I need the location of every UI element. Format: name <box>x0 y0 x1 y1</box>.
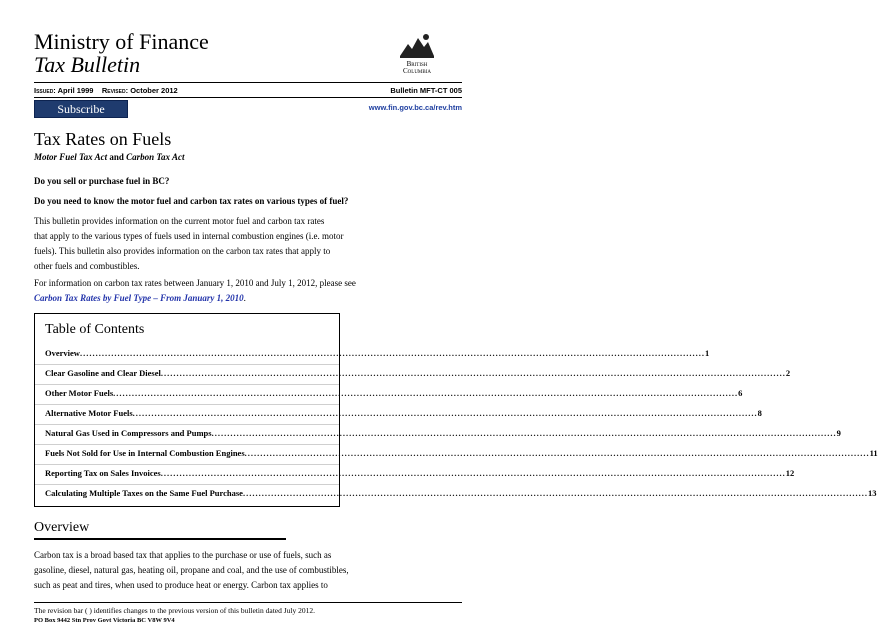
toc-separator <box>35 384 339 385</box>
header-rule <box>34 82 462 83</box>
toc-separator <box>35 444 339 445</box>
toc-item[interactable] <box>45 348 710 358</box>
toc-item-label: Reporting Tax on Sales Invoices <box>45 468 161 478</box>
toc-item-page: 12 <box>785 468 795 478</box>
act-carbon-tax: Carbon Tax Act <box>126 152 185 162</box>
p1-line: that apply to the various types of fuels used in internal combustion engines (i.e. motor <box>34 231 344 241</box>
toc-leader-dots: ........................................................................................................................................................................................................ <box>160 468 786 478</box>
overview-heading: Overview <box>34 520 90 535</box>
bc-logo <box>396 30 438 78</box>
p2-end: . <box>243 293 246 303</box>
overview-line: such as peat and tires, when used to produce heat or energy. Carbon tax applies to <box>34 580 328 590</box>
meta-rule <box>34 97 462 98</box>
toc-item-label: Calculating Multiple Taxes on the Same Fuel Purchase <box>45 488 243 498</box>
p2-line: For information on carbon tax rates between January 1, 2010 and July 1, 2012, please see <box>34 278 356 288</box>
question-2: Do you need to know the motor fuel and carbon tax rates on various types of fuel? <box>34 196 349 206</box>
carbon-tax-rates-link[interactable]: Carbon Tax Rates by Fuel Type – From January 1, 2010 <box>34 293 244 303</box>
issued-label: Issued: <box>34 86 56 95</box>
table-of-contents <box>34 313 878 507</box>
toc-leader-dots: ........................................................................................................................................................................................................ <box>160 368 786 378</box>
toc-item[interactable] <box>45 428 841 438</box>
bulletin-title: Tax Bulletin <box>34 52 141 77</box>
toc-item[interactable] <box>45 488 877 498</box>
toc-item-page: 2 <box>785 368 791 378</box>
footer-rule <box>34 602 462 603</box>
toc-item[interactable] <box>45 388 743 398</box>
toc-leader-dots: ........................................................................................................................................................................................................ <box>242 488 868 498</box>
toc-title: Table of Contents <box>45 322 145 337</box>
toc-item[interactable] <box>45 408 762 418</box>
toc-item-page: 8 <box>757 408 762 418</box>
toc-leader-dots: ........................................................................................................................................................................................................ <box>79 348 705 358</box>
toc-leader-dots: ........................................................................................................................................................................................................ <box>244 448 870 458</box>
p1-line: This bulletin provides information on the current motor fuel and carbon tax rates <box>34 216 325 226</box>
subscribe-button[interactable]: Subscribe <box>34 100 128 118</box>
toc-item-label: Clear Gasoline and Clear Diesel <box>45 368 161 378</box>
overview-line: Carbon tax is a broad based tax that applies to the purchase or use of fuels, such as <box>34 550 332 560</box>
question-1: Do you sell or purchase fuel in BC? <box>34 176 170 186</box>
toc-item-page: 9 <box>836 428 841 438</box>
toc-item[interactable] <box>45 448 878 458</box>
acts-subtitle <box>34 152 184 162</box>
toc-separator <box>35 484 339 485</box>
revision-note: The revision bar ( ) identifies changes to the previous version of this bulletin dated July 2012. <box>34 606 315 615</box>
toc-item-page: 6 <box>738 388 743 398</box>
mailing-address: PO Box 9442 Stn Prov Govt Victoria BC V8W 9V4 <box>34 617 175 624</box>
intro-paragraph-2 <box>34 276 462 306</box>
logo-text-line1: British <box>406 60 428 68</box>
toc-separator <box>35 464 339 465</box>
toc-item-label: Natural Gas Used in Compressors and Pumps <box>45 428 212 438</box>
toc-separator <box>35 424 339 425</box>
toc-item-label: Fuels Not Sold for Use in Internal Combustion Engines <box>45 448 245 458</box>
logo-text-line2: Columbia <box>402 67 431 75</box>
issue-dates <box>34 86 178 95</box>
toc-item-page: 1 <box>704 348 710 358</box>
ministry-title: Ministry of Finance <box>34 29 209 54</box>
toc-separator <box>35 364 339 365</box>
bc-crest-icon <box>396 30 438 60</box>
toc-leader-dots: ........................................................................................................................................................................................................ <box>113 388 739 398</box>
issued-date: April 1999 <box>57 86 94 95</box>
toc-item-label: Overview <box>45 348 80 358</box>
intro-paragraph-1 <box>34 214 462 274</box>
acts-and: and <box>109 152 124 162</box>
revised-date: October 2012 <box>130 86 178 95</box>
toc-item-label: Other Motor Fuels <box>45 388 114 398</box>
toc-item-page: 11 <box>869 448 878 458</box>
toc-item-label: Alternative Motor Fuels <box>45 408 133 418</box>
overview-line: gasoline, diesel, natural gas, heating oil, propane and coal, and the use of combustibles, <box>34 565 349 575</box>
act-motor-fuel: Motor Fuel Tax Act <box>34 152 108 162</box>
toc-separator <box>35 404 339 405</box>
p2-link-line <box>34 291 462 306</box>
toc-item[interactable] <box>45 368 791 378</box>
p1-line: other fuels and combustibles. <box>34 261 140 271</box>
toc-leader-dots: ........................................................................................................................................................................................................ <box>132 408 758 418</box>
overview-rule <box>34 538 286 540</box>
revised-label: Revised: <box>101 86 129 95</box>
overview-paragraph <box>34 548 462 593</box>
toc-item[interactable] <box>45 468 795 478</box>
website-link[interactable]: www.fin.gov.bc.ca/rev.htm <box>368 103 462 112</box>
p1-line: fuels). This bulletin also provides information on the carbon tax rates that apply to <box>34 246 331 256</box>
page-title: Tax Rates on Fuels <box>34 129 172 149</box>
toc-leader-dots: ........................................................................................................................................................................................................ <box>211 428 837 438</box>
bulletin-number: Bulletin MFT-CT 005 <box>390 86 462 95</box>
toc-item-page: 13 <box>867 488 877 498</box>
